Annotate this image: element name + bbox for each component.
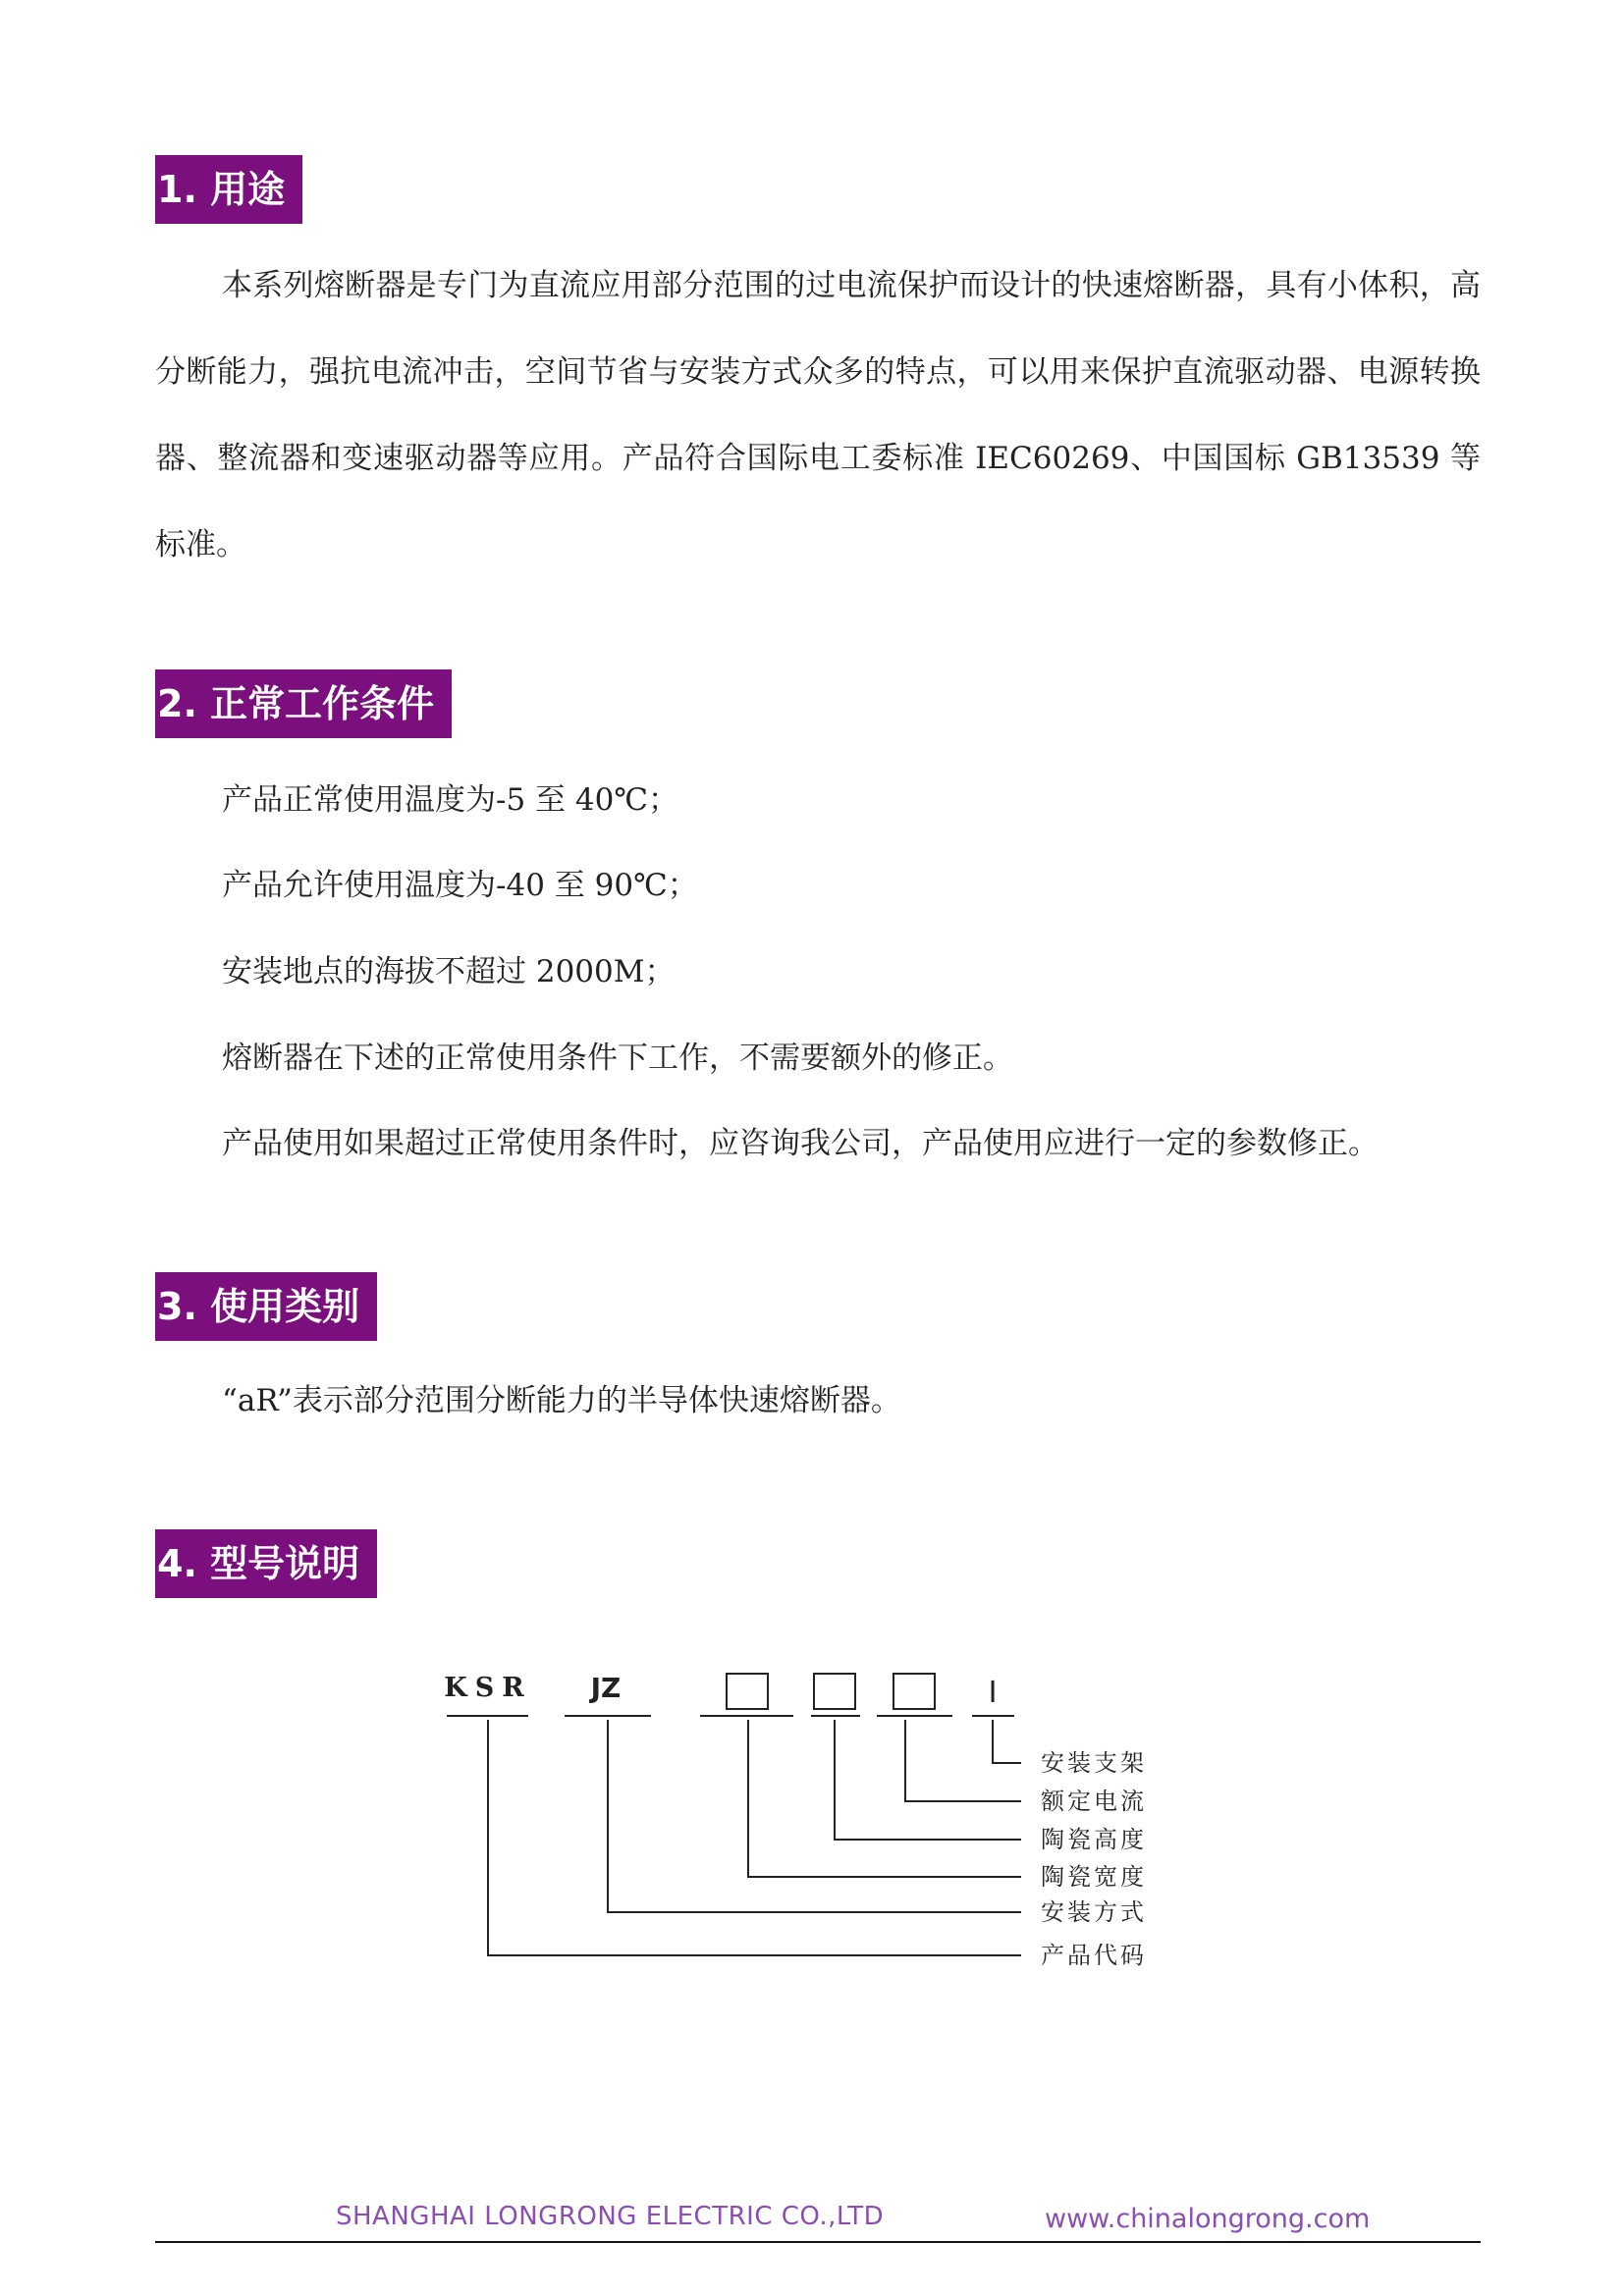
footer-rule [155,2241,1481,2243]
legend-label: 额定电流 [1041,1788,1147,1815]
rated-current-box [893,1674,935,1709]
legend-label: 陶瓷宽度 [1041,1863,1147,1891]
condition-line: 产品正常使用温度为-5 至 40℃； [222,782,679,818]
condition-line: 产品允许使用温度为-40 至 90℃； [222,868,698,903]
section-1-heading: 1. 用途 [155,155,302,224]
footer-website-link[interactable]: www.chinalongrong.com [1045,2204,1371,2234]
section-2-heading: 2. 正常工作条件 [155,669,452,738]
condition-line: 熔断器在下述的正常使用条件下工作，不需要额外的修正。 [222,1041,1013,1076]
condition-line: 产品使用如果超过正常使用条件时，应咨询我公司，产品使用应进行一定的参数修正。 [222,1126,1379,1161]
legend-label: 陶瓷高度 [1041,1826,1147,1853]
footer-company-name: SHANGHAI LONGRONG ELECTRIC CO.,LTD [336,2202,885,2231]
ceramic-height-box [814,1674,855,1709]
legend-label: 产品代码 [1041,1942,1147,1969]
condition-line: 安装地点的海拔不超过 2000M； [222,954,676,989]
code-mounting: JZ [590,1672,622,1704]
section-4-heading: 4. 型号说明 [155,1529,377,1598]
code-prefix: KSR [444,1673,532,1703]
legend-label: 安装方式 [1041,1898,1147,1926]
section-3-heading: 3. 使用类别 [155,1272,377,1341]
section-1-paragraph: 本系列熔断器是专门为直流应用部分范围的过电流保护而设计的快速熔断器，具有小体积，高分断能力，强抗电流冲击，空间节省与安装方式众多的特点，可以用来保护直流驱动器、电源转换器、整流器和变速驱动器等应用。产品符合国际电工委标准 IEC60269、中国国标 GB13539 等标准。 [155,268,1481,562]
code-bracket: I [988,1676,998,1710]
usage-category-line: “aR”表示部分范围分断能力的半导体快速熔断器。 [222,1383,901,1418]
ceramic-width-box [727,1674,768,1709]
legend-label: 安装支架 [1041,1749,1147,1777]
